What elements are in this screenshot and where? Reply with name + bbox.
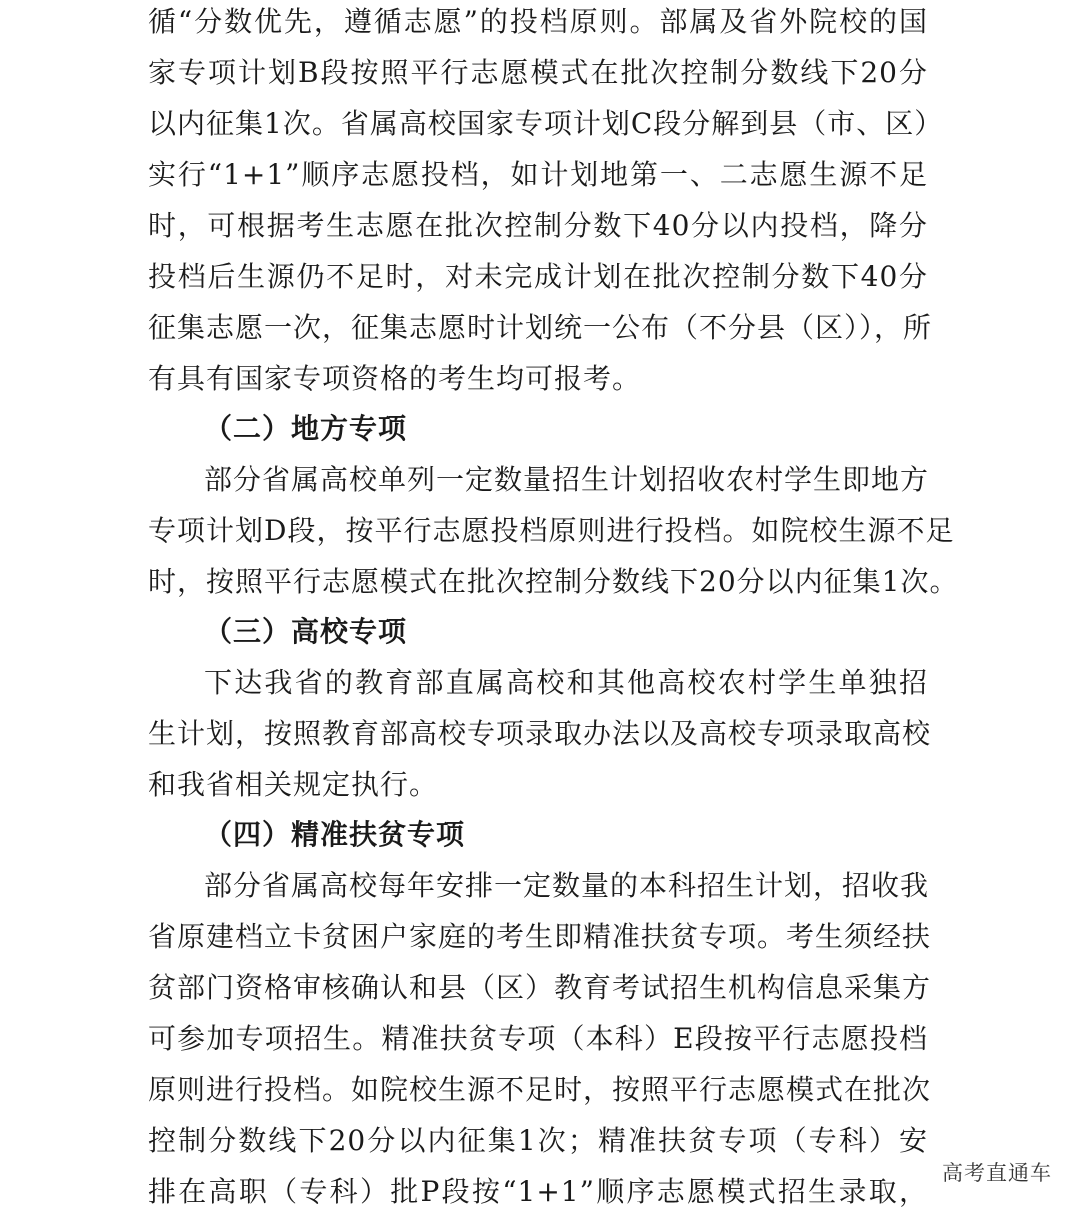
text-line: 专项计划D段，按平行志愿投档原则进行投档。如院校生源不足 [148, 514, 955, 547]
text-line: 家专项计划B段按照平行志愿模式在批次控制分数线下20分 [148, 56, 928, 89]
text-line: 省原建档立卡贫困户家庭的考生即精准扶贫专项。考生须经扶 [148, 920, 932, 953]
source-watermark: 高考直通车 [942, 1161, 1052, 1185]
text-line: 实行“1+1”顺序志愿投档，如计划地第一、二志愿生源不足 [148, 158, 928, 191]
text-line: 时，按照平行志愿模式在批次控制分数线下20分以内征集1次。 [148, 565, 959, 598]
text-line: 以内征集1次。省属高校国家专项计划C段分解到县（市、区） [148, 107, 944, 140]
text-line: 控制分数线下20分以内征集1次；精准扶贫专项（专科）安 [148, 1124, 928, 1157]
section-heading-local-special: （二）地方专项 [204, 412, 408, 445]
section-heading-poverty-special: （四）精准扶贫专项 [204, 818, 466, 851]
text-line: 贫部门资格审核确认和县（区）教育考试招生机构信息采集方 [148, 971, 932, 1004]
text-line: 部分省属高校单列一定数量招生计划招收农村学生即地方 [204, 463, 930, 496]
text-line: 循“分数优先，遵循志愿”的投档原则。部属及省外院校的国 [148, 5, 928, 38]
text-line: 征集志愿一次，征集志愿时计划统一公布（不分县（区）），所 [148, 311, 933, 344]
text-line: 和我省相关规定执行。 [148, 768, 439, 801]
text-line: 排在高职（专科）批P段按“1+1”顺序志愿模式招生录取， [148, 1175, 928, 1208]
text-line: 时，可根据考生志愿在批次控制分数下40分以内投档，降分 [148, 209, 928, 242]
text-line: 下达我省的教育部直属高校和其他高校农村学生单独招 [204, 666, 928, 699]
text-line: 原则进行投档。如院校生源不足时，按照平行志愿模式在批次 [148, 1073, 932, 1106]
text-line: 生计划，按照教育部高校专项录取办法以及高校专项录取高校 [148, 717, 932, 750]
section-heading-university-special: （三）高校专项 [204, 615, 408, 648]
text-line: 可参加专项招生。精准扶贫专项（本科）E段按平行志愿投档 [148, 1022, 928, 1055]
text-line: 部分省属高校每年安排一定数量的本科招生计划，招收我 [204, 869, 930, 902]
text-line: 有具有国家专项资格的考生均可报考。 [148, 362, 642, 395]
text-line: 投档后生源仍不足时，对未完成计划在批次控制分数下40分 [148, 260, 928, 293]
